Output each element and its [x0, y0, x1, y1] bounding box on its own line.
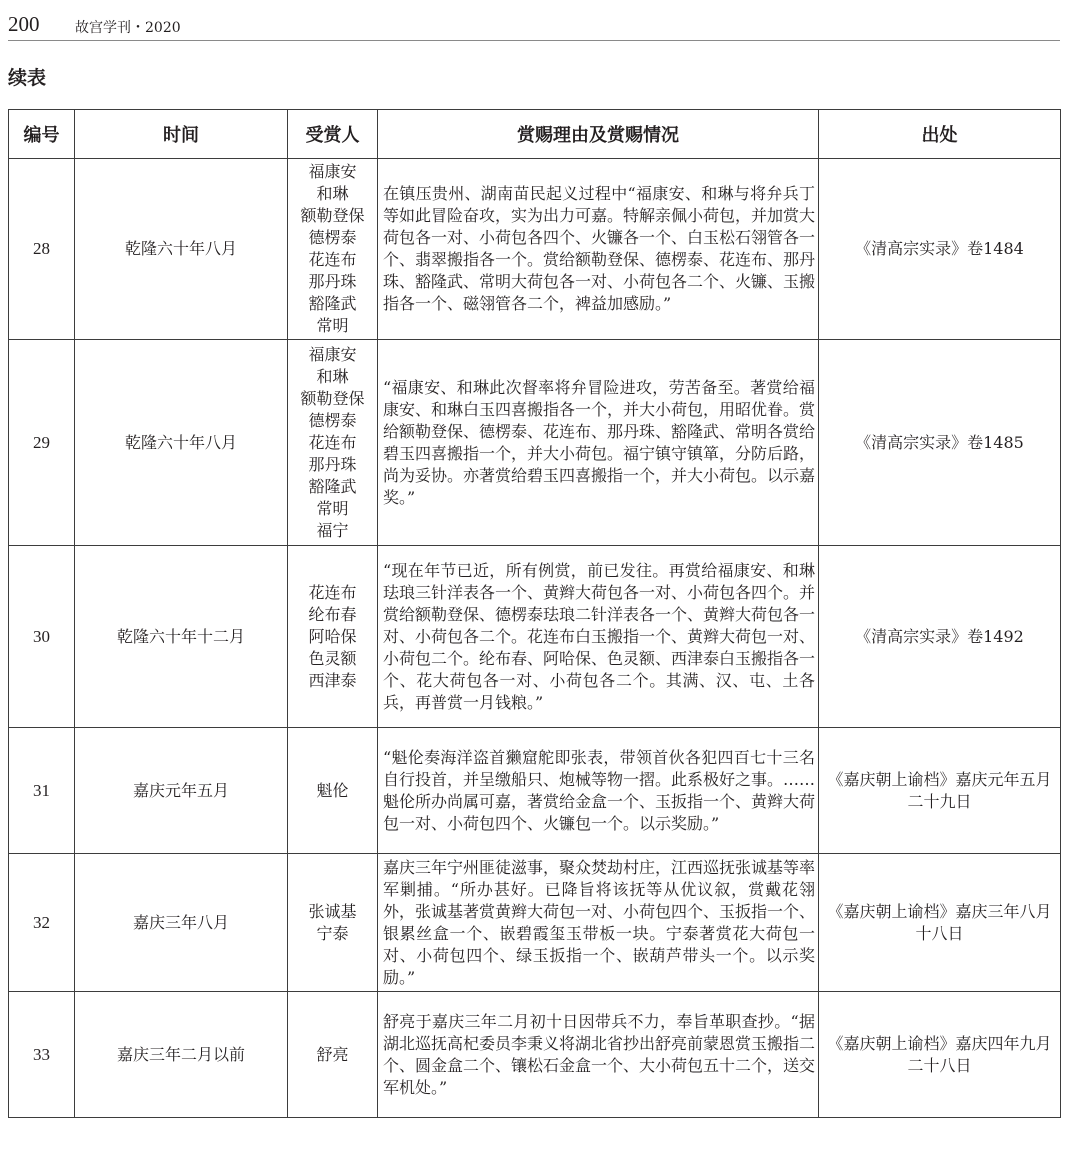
recipient-name: 那丹珠: [308, 454, 357, 474]
row-recipients: [288, 854, 378, 992]
column-header-recipient: 受赏人: [288, 110, 378, 159]
row-number: 32: [9, 854, 75, 992]
table-caption: 续表: [8, 67, 47, 89]
recipient-name: 魁伦: [316, 780, 349, 800]
recipient-name: 花连布: [308, 250, 357, 269]
column-header-source: 出处: [819, 110, 1061, 159]
row-detail: “魁伦奏海洋盗首獭窟舵即张表，带领首伙各犯四百七十三名自行投首，并呈缴船只、炮械等物一摺。此系极好之事。……魁伦所办尚属可嘉，著赏给金盒一个、玉扳指一个、黄辫大荷包一对、小荷包四个、火镰包一个。以示奖励。”: [378, 728, 819, 854]
row-source: 《清高宗实录》卷1484: [819, 159, 1061, 340]
recipient-name: 福康安: [308, 162, 357, 181]
recipient-name: 福康安: [308, 344, 357, 364]
table-row: [9, 854, 1061, 992]
recipient-name: 豁隆武: [308, 476, 357, 496]
row-time: 乾隆六十年八月: [75, 159, 288, 340]
row-time: 嘉庆三年八月: [75, 854, 288, 992]
recipient-name: 色灵额: [308, 648, 357, 668]
row-detail: “现在年节已近，所有例赏，前已发往。再赏给福康安、和琳珐琅三针洋表各一个、黄辫大荷包各一对、小荷包各四个。并赏给额勒登保、德楞泰珐琅二针洋表各一个、黄辫大荷包各一对、小荷包各二个。花连布白玉搬指一个、黄辫大荷包一对、小荷包二个。纶布春、阿哈保、色灵额、西津泰白玉搬指各一个、花大荷包各一对、小荷包各二个。其满、汉、屯、土各兵，再普赏一月钱粮。”: [378, 546, 819, 728]
journal-title: 故宫学刊・2020: [75, 20, 181, 36]
recipient-name: 花连布: [308, 582, 357, 602]
recipient-name: 额勒登保: [300, 388, 365, 408]
table-row: [9, 340, 1061, 546]
table-row: [9, 546, 1061, 728]
column-header-num: 编号: [9, 110, 75, 159]
recipient-name: 德楞泰: [308, 410, 357, 430]
row-recipients: [288, 728, 378, 854]
recipient-name: 和琳: [316, 366, 349, 386]
recipient-name: 阿哈保: [308, 626, 357, 646]
column-header-time: 时间: [75, 110, 288, 159]
recipient-name: 纶布春: [308, 604, 357, 624]
recipient-name: 张诚基: [308, 901, 357, 921]
table-row: [9, 992, 1061, 1118]
recipient-name: 花连布: [308, 432, 357, 452]
row-detail: 嘉庆三年宁州匪徒滋事，聚众焚劫村庄，江西巡抚张诚基等率军剿捕。“所办甚好。已降旨将该抚等从优议叙，赏戴花翎外，张诚基著赏黄辫大荷包一对、小荷包四个、玉扳指一个、银累丝盒一个、嵌碧霞玺玉带板一块。宁泰著赏花大荷包一对、小荷包四个、绿玉扳指一个、嵌葫芦带头一个。以示奖励。”: [378, 854, 819, 992]
row-number: 30: [9, 546, 75, 728]
row-detail: “福康安、和琳此次督率将弁冒险进攻，劳苦备至。著赏给福康安、和琳白玉四喜搬指各一个，并大小荷包，用昭优眷。赏给额勒登保、德楞泰、花连布、那丹珠、豁隆武、常明各赏给碧玉四喜搬指一个，并大小荷包。福宁镇守镇箪，分防后路，尚为妥协。亦著赏给碧玉四喜搬指一个，并大小荷包。以示嘉奖。”: [378, 340, 819, 546]
row-source: 《清高宗实录》卷1492: [819, 546, 1061, 728]
row-time: 乾隆六十年十二月: [75, 546, 288, 728]
table-row: [9, 159, 1061, 340]
recipient-name: 舒亮: [316, 1044, 349, 1064]
row-number: 29: [9, 340, 75, 546]
row-detail: 在镇压贵州、湖南苗民起义过程中“福康安、和琳与将弁兵丁等如此冒险奋攻，实为出力可嘉。特解亲佩小荷包，并加赏大荷包各一对、小荷包各四个、火镰各一个、白玉松石翎管各一个、翡翠搬指各一个。赏给额勒登保、德楞泰、花连布、那丹珠、豁隆武、常明大荷包各一对、小荷包各二个、火镰、玉搬指各一个、磁翎管各二个，裨益加感励。”: [378, 159, 819, 340]
row-number: 31: [9, 728, 75, 854]
column-header-detail: 赏赐理由及赏赐情况: [378, 110, 819, 159]
recipient-name: 那丹珠: [308, 272, 357, 291]
table-header-row: [9, 110, 1061, 159]
row-number: 28: [9, 159, 75, 340]
recipient-name: 西津泰: [308, 670, 357, 690]
recipient-name: 额勒登保: [300, 206, 365, 225]
recipient-name: 豁隆武: [308, 294, 357, 313]
page-number: 200: [8, 12, 40, 36]
row-recipients: [288, 159, 378, 340]
row-time: 乾隆六十年八月: [75, 340, 288, 546]
row-source: 《嘉庆朝上谕档》嘉庆四年九月二十八日: [819, 992, 1061, 1118]
row-recipients: [288, 340, 378, 546]
row-source: 《嘉庆朝上谕档》嘉庆三年八月十八日: [819, 854, 1061, 992]
recipient-name: 福宁: [316, 520, 349, 540]
row-source: 《嘉庆朝上谕档》嘉庆元年五月二十九日: [819, 728, 1061, 854]
row-time: 嘉庆元年五月: [75, 728, 288, 854]
recipient-name: 和琳: [316, 184, 349, 203]
recipient-name: 常明: [316, 316, 349, 335]
row-time: 嘉庆三年二月以前: [75, 992, 288, 1118]
row-source: 《清高宗实录》卷1485: [819, 340, 1061, 546]
recipient-name: 常明: [316, 498, 349, 518]
page-header: [8, 8, 1060, 41]
row-recipients: [288, 546, 378, 728]
table-row: [9, 728, 1061, 854]
row-detail: 舒亮于嘉庆三年二月初十日因带兵不力，奉旨革职查抄。“据湖北巡抚高杞委员李秉义将湖北省抄出舒亮前蒙恩赏玉搬指二个、圆金盒二个、镶松石金盒一个、大小荷包五十二个，送交军机处。”: [378, 992, 819, 1118]
rewards-table: [8, 109, 1061, 1118]
row-number: 33: [9, 992, 75, 1118]
row-recipients: [288, 992, 378, 1118]
recipient-name: 德楞泰: [308, 228, 357, 247]
recipient-name: 宁泰: [316, 923, 349, 943]
